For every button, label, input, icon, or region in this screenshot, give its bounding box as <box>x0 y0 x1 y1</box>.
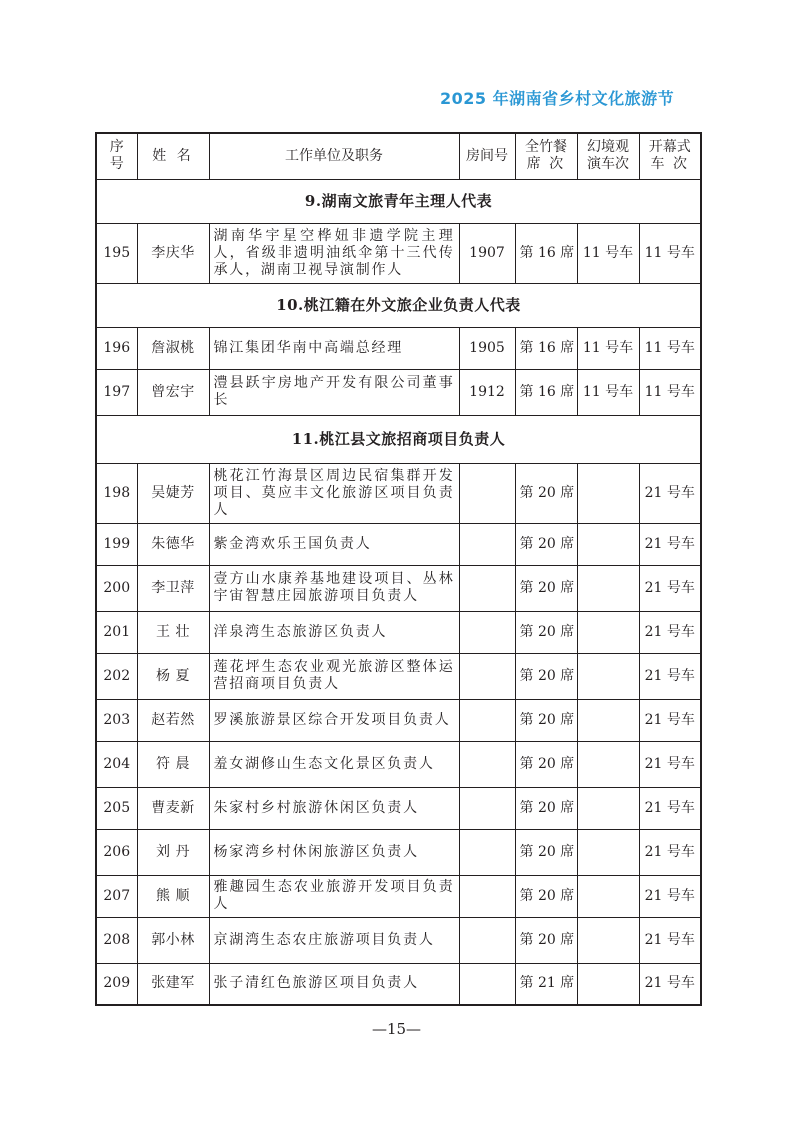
row-room <box>459 463 515 523</box>
row-name: 符 晨 <box>137 741 209 787</box>
row-number: 208 <box>96 917 137 963</box>
col-header-opening-bus-line2: 车 次 <box>650 156 689 173</box>
row-name: 刘 丹 <box>137 829 209 875</box>
row-room <box>459 565 515 611</box>
row-show-bus <box>577 565 639 611</box>
row-unit: 洋泉湾生态旅游区负责人 <box>209 611 459 653</box>
table-row <box>96 741 701 787</box>
row-opening-bus: 21 号车 <box>639 463 701 523</box>
table-row <box>96 223 701 283</box>
row-banquet-seat: 第 21 席 <box>515 963 577 1005</box>
row-number: 203 <box>96 699 137 741</box>
row-room <box>459 523 515 565</box>
row-banquet-seat: 第 20 席 <box>515 463 577 523</box>
row-room <box>459 741 515 787</box>
row-show-bus: 11 号车 <box>577 327 639 369</box>
row-banquet-seat: 第 20 席 <box>515 829 577 875</box>
section-header-row <box>96 179 701 223</box>
row-unit: 张子清红色旅游区项目负责人 <box>209 963 459 1005</box>
row-name: 朱德华 <box>137 523 209 565</box>
row-opening-bus: 21 号车 <box>639 699 701 741</box>
row-banquet-seat: 第 20 席 <box>515 565 577 611</box>
row-unit: 京湖湾生态农庄旅游项目负责人 <box>209 917 459 963</box>
row-room: 1912 <box>459 369 515 415</box>
row-banquet-seat: 第 20 席 <box>515 741 577 787</box>
row-number: 209 <box>96 963 137 1005</box>
row-number: 200 <box>96 565 137 611</box>
table-row <box>96 963 701 1005</box>
table-row <box>96 787 701 829</box>
col-header-banquet-line1: 全竹餐 <box>525 139 567 156</box>
table-row <box>96 369 701 415</box>
row-number: 202 <box>96 653 137 699</box>
table-body <box>96 179 701 1005</box>
col-header-show-bus-line1: 幻境观 <box>587 139 629 156</box>
row-room <box>459 699 515 741</box>
row-show-bus <box>577 787 639 829</box>
table-row <box>96 463 701 523</box>
row-name: 李庆华 <box>137 223 209 283</box>
row-unit: 湖南华宇星空桦妞非遗学院主理人，省级非遗明油纸伞第十三代传承人，湖南卫视导演制作人 <box>209 223 459 283</box>
row-opening-bus: 21 号车 <box>639 829 701 875</box>
row-banquet-seat: 第 16 席 <box>515 369 577 415</box>
row-room <box>459 917 515 963</box>
row-show-bus <box>577 963 639 1005</box>
table-row <box>96 875 701 917</box>
col-header-opening-bus <box>639 133 701 179</box>
row-opening-bus: 21 号车 <box>639 963 701 1005</box>
row-room <box>459 875 515 917</box>
row-number: 207 <box>96 875 137 917</box>
row-room <box>459 829 515 875</box>
row-name: 曹麦新 <box>137 787 209 829</box>
row-opening-bus: 21 号车 <box>639 523 701 565</box>
row-unit: 锦江集团华南中高端总经理 <box>209 327 459 369</box>
row-number: 195 <box>96 223 137 283</box>
row-opening-bus: 21 号车 <box>639 787 701 829</box>
row-unit: 壹方山水康养基地建设项目、丛林宇宙智慧庄园旅游项目负责人 <box>209 565 459 611</box>
row-name: 李卫萍 <box>137 565 209 611</box>
row-show-bus <box>577 875 639 917</box>
row-show-bus: 11 号车 <box>577 369 639 415</box>
row-banquet-seat: 第 20 席 <box>515 523 577 565</box>
row-unit: 羞女湖修山生态文化景区负责人 <box>209 741 459 787</box>
row-banquet-seat: 第 20 席 <box>515 917 577 963</box>
row-unit: 澧县跃宇房地产开发有限公司董事长 <box>209 369 459 415</box>
row-room <box>459 611 515 653</box>
row-unit: 杨家湾乡村休闲旅游区负责人 <box>209 829 459 875</box>
row-room: 1907 <box>459 223 515 283</box>
table-row <box>96 523 701 565</box>
row-name: 赵若然 <box>137 699 209 741</box>
section-title: 11.桃江县文旅招商项目负责人 <box>96 415 701 463</box>
row-number: 201 <box>96 611 137 653</box>
table-header-row <box>96 133 701 179</box>
row-show-bus <box>577 611 639 653</box>
col-header-no-line2: 号 <box>109 156 124 173</box>
row-show-bus <box>577 917 639 963</box>
row-room <box>459 963 515 1005</box>
row-banquet-seat: 第 20 席 <box>515 875 577 917</box>
col-header-no <box>96 133 137 179</box>
table-row <box>96 327 701 369</box>
row-name: 吴婕芳 <box>137 463 209 523</box>
row-number: 197 <box>96 369 137 415</box>
col-header-banquet-line2: 席 次 <box>526 156 566 173</box>
row-unit: 桃花江竹海景区周边民宿集群开发项目、莫应丰文化旅游区项目负责人 <box>209 463 459 523</box>
row-name: 王 壮 <box>137 611 209 653</box>
section-header-row <box>96 415 701 463</box>
row-room: 1905 <box>459 327 515 369</box>
row-number: 198 <box>96 463 137 523</box>
row-unit: 罗溪旅游景区综合开发项目负责人 <box>209 699 459 741</box>
row-number: 196 <box>96 327 137 369</box>
guest-roster-table <box>95 132 702 1006</box>
row-show-bus: 11 号车 <box>577 223 639 283</box>
row-opening-bus: 21 号车 <box>639 741 701 787</box>
col-header-name: 姓 名 <box>137 133 209 179</box>
row-show-bus <box>577 699 639 741</box>
page-number: —15— <box>371 1020 422 1038</box>
table-row <box>96 653 701 699</box>
row-banquet-seat: 第 20 席 <box>515 611 577 653</box>
row-name: 熊 顺 <box>137 875 209 917</box>
table-row <box>96 611 701 653</box>
row-opening-bus: 21 号车 <box>639 875 701 917</box>
section-title: 9.湖南文旅青年主理人代表 <box>96 179 701 223</box>
row-opening-bus: 21 号车 <box>639 653 701 699</box>
row-banquet-seat: 第 20 席 <box>515 653 577 699</box>
row-opening-bus: 21 号车 <box>639 611 701 653</box>
col-header-room: 房间号 <box>459 133 515 179</box>
col-header-show-bus-line2: 演车次 <box>587 156 629 173</box>
row-banquet-seat: 第 20 席 <box>515 787 577 829</box>
row-name: 曾宏宇 <box>137 369 209 415</box>
festival-title: 2025 年湖南省乡村文化旅游节 <box>440 89 675 108</box>
row-unit: 雅趣园生态农业旅游开发项目负责人 <box>209 875 459 917</box>
row-opening-bus: 11 号车 <box>639 223 701 283</box>
row-unit: 朱家村乡村旅游休闲区负责人 <box>209 787 459 829</box>
row-unit: 紫金湾欢乐王国负责人 <box>209 523 459 565</box>
row-banquet-seat: 第 16 席 <box>515 327 577 369</box>
row-banquet-seat: 第 16 席 <box>515 223 577 283</box>
row-number: 205 <box>96 787 137 829</box>
row-number: 206 <box>96 829 137 875</box>
col-header-unit: 工作单位及职务 <box>209 133 459 179</box>
table-row <box>96 565 701 611</box>
row-show-bus <box>577 523 639 565</box>
row-name: 詹淑桃 <box>137 327 209 369</box>
table-row <box>96 699 701 741</box>
row-banquet-seat: 第 20 席 <box>515 699 577 741</box>
col-header-no-line1: 序 <box>109 139 124 156</box>
table-row <box>96 917 701 963</box>
row-opening-bus: 11 号车 <box>639 327 701 369</box>
row-show-bus <box>577 463 639 523</box>
row-room <box>459 787 515 829</box>
row-number: 199 <box>96 523 137 565</box>
table-row <box>96 829 701 875</box>
row-number: 204 <box>96 741 137 787</box>
row-name: 张建军 <box>137 963 209 1005</box>
row-show-bus <box>577 829 639 875</box>
row-opening-bus: 11 号车 <box>639 369 701 415</box>
section-header-row <box>96 283 701 327</box>
row-show-bus <box>577 741 639 787</box>
col-header-banquet <box>515 133 577 179</box>
row-name: 杨 夏 <box>137 653 209 699</box>
row-show-bus <box>577 653 639 699</box>
row-name: 郭小林 <box>137 917 209 963</box>
col-header-show-bus <box>577 133 639 179</box>
row-room <box>459 653 515 699</box>
col-header-opening-bus-line1: 开幕式 <box>648 139 691 156</box>
row-unit: 莲花坪生态农业观光旅游区整体运营招商项目负责人 <box>209 653 459 699</box>
row-opening-bus: 21 号车 <box>639 565 701 611</box>
row-opening-bus: 21 号车 <box>639 917 701 963</box>
section-title: 10.桃江籍在外文旅企业负责人代表 <box>96 283 701 327</box>
